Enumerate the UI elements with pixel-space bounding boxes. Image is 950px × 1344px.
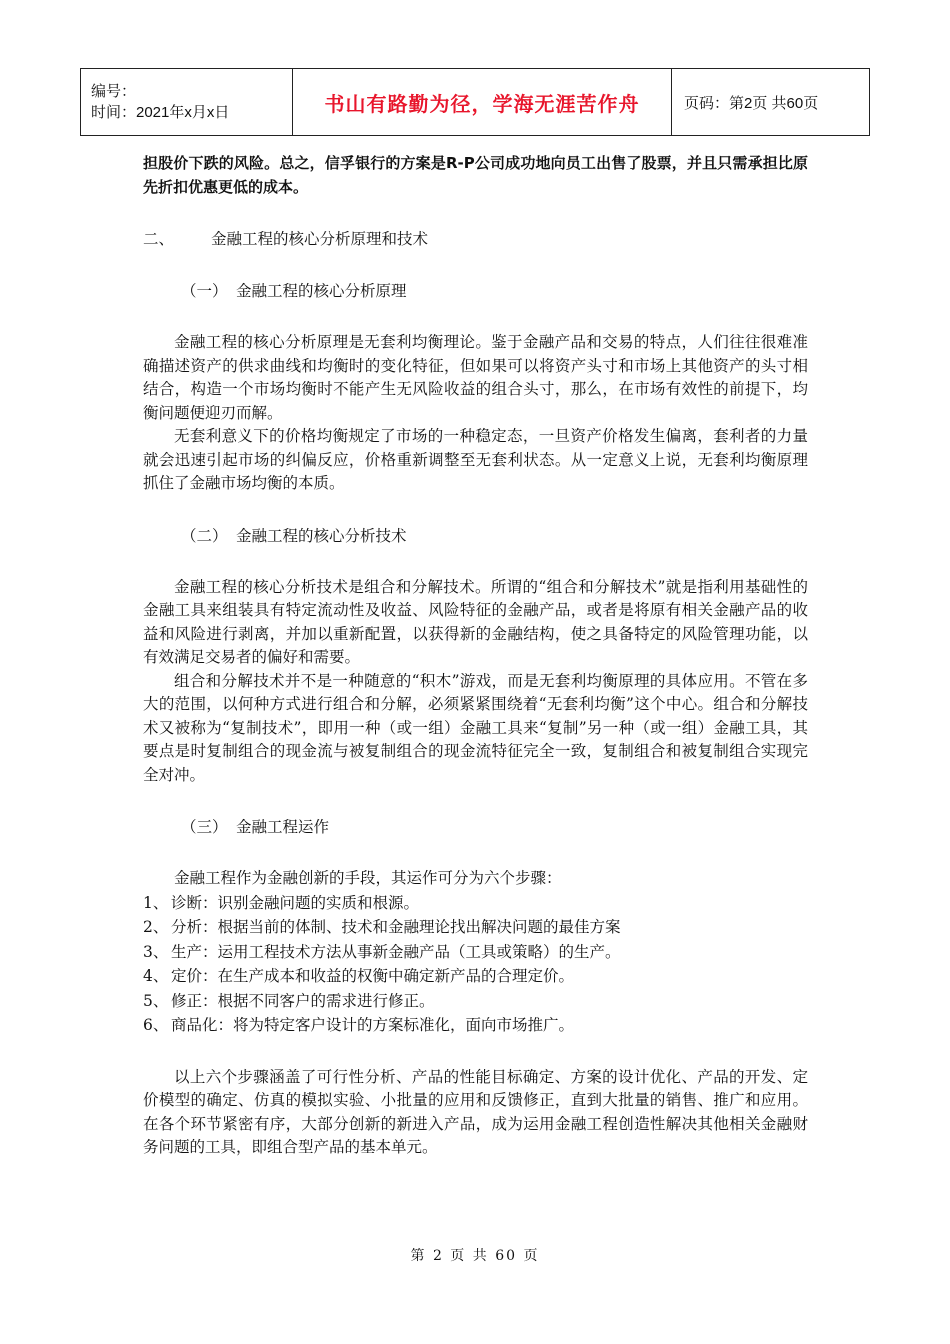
list-item [143, 1013, 808, 1038]
header-meta-cell [81, 69, 293, 136]
list-item-number: 3、 [143, 942, 169, 961]
list-item-text: 修正：根据不同客户的需求进行修正。 [171, 991, 435, 1010]
subsection-heading-3 [143, 815, 808, 839]
paragraph: 金融工程的核心分析技术是组合和分解技术。所谓的“组合和分解技术”就是指利用基础性的金融工具来组装具有特定流动性及收益、风险特征的金融产品，或者是将原有相关金融产品的收益和风险进行剥离，并加以重新配置，以获得新的金融结构，使之具备特定的风险管理功能，以有效满足交易者的偏好和需要。 [143, 577, 808, 666]
header-page-info: 页码：第2页 共60页 [672, 69, 870, 136]
conclusion-paragraph: 以上六个步骤涵盖了可行性分析、产品的性能目标确定、方案的设计优化、产品的开发、定价模型的确定、仿真的模拟实验、小批量的应用和反馈修正，直到大批量的销售、推广和应用。在各个环节紧密有序，大部分创新的新进入产品，成为运用金融工程创造性解决其他相关金融财务问题的工具，即组合型产品的基本单元。 [143, 1067, 808, 1156]
list-lead: 金融工程作为金融创新的手段，其运作可分为六个步骤： [174, 869, 562, 887]
section-number: 二、 [143, 230, 175, 248]
subsection-title: 金融工程的核心分析技术 [236, 526, 407, 545]
list-item-text: 分析：根据当前的体制、技术和金融理论找出解决问题的最佳方案 [171, 918, 621, 936]
list-item-text: 商品化：将为特定客户设计的方案标准化，面向市场推广。 [171, 1016, 575, 1034]
list-item [143, 940, 808, 965]
list-item-number: 4、 [143, 967, 169, 985]
list-item-number: 1、 [143, 893, 169, 912]
section-heading [143, 227, 808, 251]
steps-list [143, 891, 808, 1038]
date-label: 时间：2021年x月x日 [91, 104, 230, 121]
list-item [143, 989, 808, 1014]
list-item [143, 891, 808, 916]
intro-paragraph: 担股价下跌的风险。总之，信孚银行的方案是R-P公司成功地向员工出售了股票，并且只需承担比原先折扣优惠更低的成本。 [143, 154, 808, 196]
subsection-heading-1 [143, 279, 808, 303]
header-motto: 书山有路勤为径，学海无涯苦作舟 [293, 69, 672, 136]
section-title: 金融工程的核心分析原理和技术 [211, 230, 429, 248]
list-item-text: 定价：在生产成本和收益的权衡中确定新产品的合理定价。 [171, 967, 575, 985]
serial-label: 编号： [91, 83, 137, 100]
list-item [143, 915, 808, 940]
subsection-number: （一） [181, 282, 228, 300]
list-item-text: 诊断：识别金融问题的实质和根源。 [171, 893, 420, 912]
paragraph: 金融工程的核心分析原理是无套利均衡理论。鉴于金融产品和交易的特点，人们往往很难准确描述资产的供求曲线和均衡时的变化特征，但如果可以将资产头寸和市场上其他资产的头寸相结合，构造一个市场均衡时不能产生无风险收益的组合头寸，那么，在市场有效性的前提下，均衡问题便迎刃而解。 [143, 333, 808, 422]
subsection-heading-2 [143, 524, 808, 548]
list-item-number: 6、 [143, 1016, 169, 1034]
subsection-number: （二） [181, 526, 228, 545]
subsection-title: 金融工程运作 [236, 818, 330, 836]
paragraph: 无套利意义下的价格均衡规定了市场的一种稳定态，一旦资产价格发生偏离，套利者的力量就会迅速引起市场的纠偏反应，价格重新调整至无套利状态。从一定意义上说，无套利均衡原理抓住了金融市场均衡的本质。 [143, 427, 808, 492]
list-item-number: 2、 [143, 918, 169, 936]
list-item [143, 964, 808, 989]
subsection-number: （三） [181, 818, 228, 836]
page-footer: 第 2 页 共 60 页 [410, 1248, 540, 1264]
document-header [80, 68, 870, 136]
document-body [143, 152, 808, 1160]
subsection-title: 金融工程的核心分析原理 [236, 282, 407, 300]
list-item-text: 生产：运用工程技术方法从事新金融产品（工具或策略）的生产。 [171, 942, 621, 961]
paragraph: 组合和分解技术并不是一种随意的“积木”游戏，而是无套利均衡原理的具体应用。不管在多大的范围，以何种方式进行组合和分解，必须紧紧围绕着“无套利均衡”这个中心。组合和分解技术又被称为“复制技术”，即用一种（或一组）金融工具来“复制”另一种（或一组）金融工具，其要点是时复制组合的现金流与被复制组合的现金流特征完全一致，复制组合和被复制组合实现完全对冲。 [143, 671, 808, 784]
list-item-number: 5、 [143, 991, 169, 1010]
